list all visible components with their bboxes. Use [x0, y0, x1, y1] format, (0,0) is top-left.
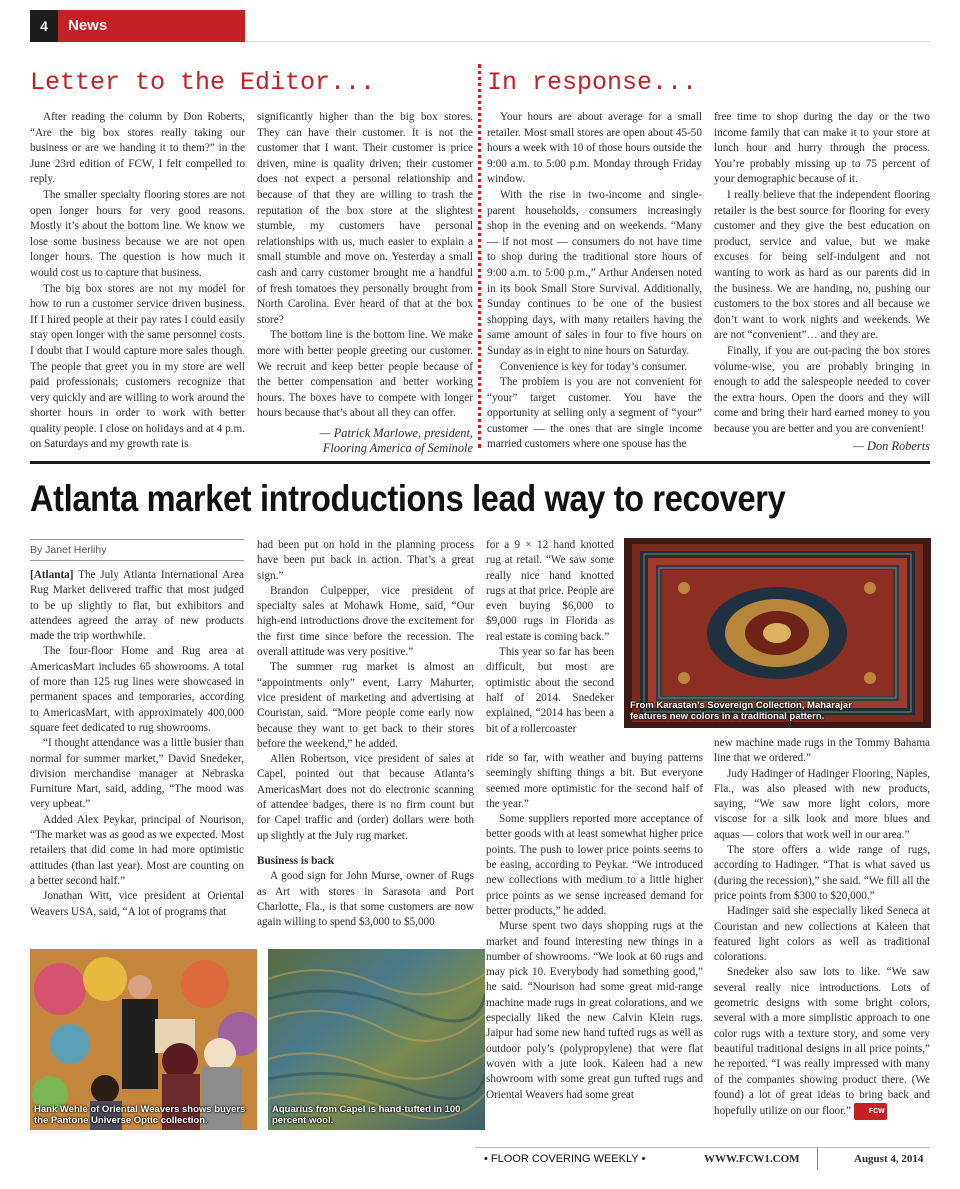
paragraph: Jonathan Witt, vice president at Oriental Weavers USA, said, “A lot of programs that	[30, 890, 244, 918]
paragraph: Your hours are about average for a small retailer. Most small stores are open about 45-50 hours a week with 10 of those hours outside the 9:00 a.m. to 5:00 p.m. Monday through Friday window.	[487, 111, 702, 186]
paragraph: The store offers a wide range of rugs, according to Hadinger. “That is what saved us (during the recession),” she said. “We fill all the price points from $300 to $20,000.”	[714, 844, 930, 902]
paragraph: With the rise in two-income and single-parent households, consumers increasingly shop in the evening and on weekends. “Many — if not most — consumers do not have time to shop during the traditional store hours of 9:00 a.m. to 5:00 p.m.,” Arthur Andersen noted in its book Small Store Survival. Additionally, Sunday continues to be one of the busiest shopping days, with many retailers having the same amount of sales in four to five hours on Sunday as in eight to nine hours on Saturday.	[487, 188, 702, 357]
paragraph: Allen Robertson, vice president of sales at Capel, pointed out that because Atlanta’s AmericasMart does not do electronic scanning of attendee badges, there is no firm count but for Capel traffic and (order) dollars were both up slightly at the July rug market.	[257, 753, 474, 842]
paragraph	[714, 965, 930, 1120]
paragraph: The bottom line is the bottom line. We make more with better people greeting our customer. We recruit and keep better people because of the better compensation and better working hours. The boxes have to compete with longer hours because that’s about all they can offer.	[257, 329, 473, 420]
section-header	[30, 10, 245, 42]
paragraph: had been put on hold in the planning process have been put back in action. That’s a great sign.”	[257, 539, 474, 582]
paragraph: The summer rug market is almost an “appointments only” event, Larry Mahurter, vice president of marketing and advertising at Couristan, said. “More people come early now because they want to get back to their stores before the weekend,” he added.	[257, 661, 474, 750]
article-column-2	[257, 538, 474, 930]
paragraph: The smaller specialty flooring stores are not open longer hours for very good reasons. Mostly it’s about the bottom line. We know we lose some business because we are not open longer hours. The question is how much it would cost us to capture that business.	[30, 188, 245, 279]
article-column-3-top	[486, 538, 614, 737]
article-column-4	[714, 736, 930, 1120]
paragraph: significantly higher than the big box stores. They can have their customer. It is not the customer that I want. Their customer is price driven, mine is quality driven; their customer does not expect a personal relationship and because of that they are willing to trash the reputation of the box store at the slightest stumble, my customers have personal relationships with us, much easier to explain a small stumble and move on. Yesterday a small cash and carry customer brought me a handful of fresh tomatoes they personally brought from North Carolina. Ever heard of that at the box store?	[257, 111, 473, 326]
paragraph: free time to shop during the day or the two income family that can make it to your store at lunch hour and hurry through the process. You’re probably missing up to 75 percent of your demographic because of it.	[714, 111, 930, 186]
page-number: 4	[30, 10, 58, 42]
footer-rule	[475, 1147, 930, 1148]
paragraph: The four-floor Home and Rug area at AmericasMart includes 65 showrooms. A total of more than 125 rug lines were showcased in permanent spaces and temporaries, according to AmericasMart, with approximately 400,000 square feet dedicated to rug showrooms.	[30, 645, 244, 734]
paragraph: Some suppliers reported more acceptance of better goods with at least somewhat higher price points. The push to lower price points seems to be easing, according to Peykar. “We introduced new collections with medium to a little higher price points as we sense increased demand for better products,” he added.	[486, 813, 703, 917]
letter-signature: — Patrick Marlowe, president,	[319, 425, 473, 440]
letter-title: Letter to the Editor...	[30, 68, 376, 97]
section-divider	[30, 461, 930, 464]
paragraph: Brandon Culpepper, vice president of specialty sales at Mohawk Home, said, “Our high-end introductions drove the excitement for the first time since before the recession. The overall attitude was very positive.”	[257, 584, 474, 659]
letter-signature-org: Flooring America of Seminole	[322, 440, 473, 455]
paragraph: ride so far, with weather and buying patterns seemingly shifting things a bit. But everyone seemed more optimistic for the second half of the year.”	[486, 752, 703, 810]
section-label: News	[68, 17, 108, 34]
footer-url[interactable]: WWW.FCW1.COM	[704, 1153, 800, 1165]
header-rule	[245, 41, 930, 42]
byline: By Janet Herlihy	[30, 539, 244, 561]
response-column-2	[714, 110, 930, 454]
article-column-1	[30, 568, 244, 920]
rug-photo	[624, 538, 931, 728]
response-column-1	[487, 110, 702, 453]
paragraph: Added Alex Peykar, principal of Nourison, “The market was as good as we expected. Most retailers that did come in had more optimistic attitudes (than last year). Most are counting on a better second half.”	[30, 813, 244, 887]
paragraph: Convenience is key for today’s consumer.	[500, 360, 688, 373]
subhead: Business is back	[257, 854, 335, 867]
response-title: In response...	[487, 68, 698, 97]
wehle-photo	[30, 949, 257, 1130]
paragraph: Hadinger said she especially liked Seneca at Couristan and new collections at Kaleen that featured light colors as well as traditional colorations.	[714, 905, 930, 964]
paragraph: A good sign for John Murse, owner of Rugs as Art with stores in Sarasota and Port Charlotte, Fla., is that some customers are now again willing to spend $3,000 to $5,000	[257, 870, 474, 929]
paragraph: After reading the column by Don Roberts, “Are the big box stores really taking our business or are we handing it to them?” in the June 23rd edition of FCW, I felt compelled to reply.	[30, 111, 245, 186]
dateline: [Atlanta]	[30, 569, 74, 581]
showroom-image	[30, 949, 257, 1130]
lead-text: The July Atlanta International Area Rug Market delivered traffic that most judged to be up slightly to flat, but exhibitors and attendees agreed the array of new products made the trip worthwhile.	[30, 569, 244, 643]
letter-column-2	[257, 110, 473, 456]
footer-separator	[817, 1148, 818, 1170]
paragraph: Finally, if you are out-pacing the box stores volume-wise, you are probably bringing in enough to add the salespeople needed to cover the extra hours. Open the doors and they will come and bring their hard earned money to you because you are better and you are convenient!	[714, 344, 930, 435]
fcw-end-badge: FCW	[854, 1103, 887, 1120]
paragraph: “I thought attendance was a little busier than normal for summer market,” David Snedeker, division merchandise manager at Nebraska Furniture Mart, said, adding, “The mood was very upbeat.”	[30, 737, 244, 811]
paragraph: Murse spent two days shopping rugs at the market and found interesting new things in a number of showrooms. “We look at 60 rugs and may pick 10. Everybody had something good,” he said. “Nourison had some great mid-range machine made rugs in great colorations, and we especially liked the new Calvin Klein rugs. Jaipur had some new hand tufted rugs as well as outdoor poly’s (polypropylene) that were flat woven with a jute look. Kaleen had a new showroom with some great gun tufted rugs and Oriental Weavers had some great	[486, 920, 703, 1101]
paragraph: Judy Hadinger of Hadinger Flooring, Naples, Fla., was also pleased with new products, saying, “We saw more light colors, more viscose for a silk look and more blues and aquas — colors that work well in our area.”	[714, 767, 930, 841]
letter-column-1	[30, 110, 245, 453]
aquarius-rug-image	[268, 949, 485, 1130]
aquarius-caption: Aquarius from Capel is hand-tufted in 100 percent wool.	[272, 1104, 461, 1126]
paragraph: This year so far has been difficult, but most are optimistic about the second half of 2014. Snedeker explained, “2014 has been a bit of a rollercoaster	[486, 646, 614, 735]
article-column-3-bottom	[486, 751, 703, 1103]
wehle-caption: Hank Wehle of Oriental Weavers shows buyers the Pantone Universe Optic collection.	[34, 1104, 246, 1126]
closing-text: Snedeker also saw lots to like. “We saw several really nice introductions. Lots of geometric designs with some bright colors, several with a more simplistic approach to one color rugs with a texture story, and some very beautiful traditional designs in all price points,” he reported. “I was really impressed with many of the companies showing product there. (We found) a lot of great ideas to bring back and hopefully utilize on our floor.”	[714, 966, 930, 1118]
paragraph: The big box stores are not my model for how to run a customer service driven business. If I hired people at their pay rates I could easily stay open longer with the same personnel costs. I doubt that I would capture more sales though. The people that greet you in my store are well paid professionals; customers recognize that very quickly and are willing to work around the shorter hours in order to work with better quality people. I close on holidays and at 4 p.m. on Saturdays and my growth rate is	[30, 282, 245, 451]
dotted-divider	[478, 64, 481, 448]
response-signature: — Don Roberts	[852, 439, 930, 454]
paragraph	[30, 568, 244, 644]
footer-date: August 4, 2014	[854, 1153, 924, 1165]
footer-publication: • FLOOR COVERING WEEKLY •	[484, 1153, 646, 1165]
article-headline: Atlanta market introductions lead way to recovery	[30, 478, 786, 519]
rug-caption: From Karastan’s Sovereign Collection, Maharajar features new colors in a traditional pattern.	[630, 700, 852, 722]
paragraph: I really believe that the independent flooring retailer is the best source for flooring for every customer and they give the best education on product, service and value, but we make excuses for being self-indulgent and not wanting to work as hard as our parents did in the business. We are handing, no, pushing our customers to the box stores and all because we don’t want to work nights and weekends. We are not “convenient”… and they are.	[714, 188, 930, 342]
aquarius-photo	[268, 949, 485, 1130]
paragraph: new machine made rugs in the Tommy Bahama line that we ordered.”	[714, 737, 930, 765]
paragraph: The problem is you are not convenient for “your” target customer. You have the opportunity at selling only a segment of “your” customer — the ones that are single income married customers where one spouse has the	[487, 376, 702, 451]
paragraph: for a 9 × 12 hand knotted rug at retail. “We saw some really nice hand knotted rugs at that price. People are even buying $6,000 to $9,000 rugs in Florida as real estate is coming back.”	[486, 539, 614, 643]
